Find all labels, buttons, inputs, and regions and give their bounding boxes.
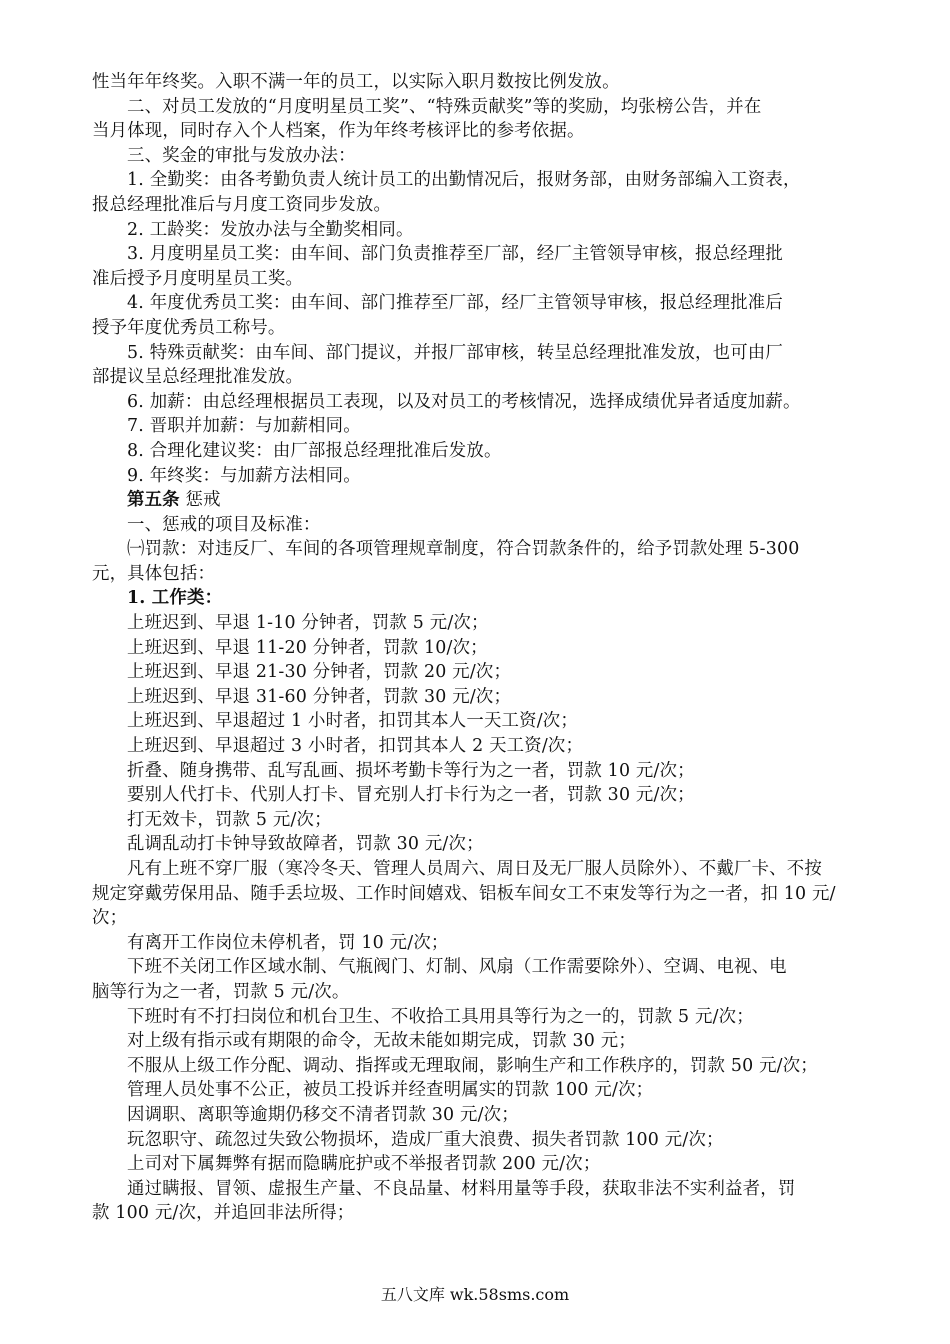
text-line: 二、对员工发放的“月度明星员工奖”、“特殊贡献奖”等的奖励，均张榜公告，并在 (127, 96, 762, 117)
text-line: ㈠罚款：对违反厂、车间的各项管理规章制度，符合罚款条件的，给予罚款处理 5-300 (127, 539, 800, 560)
text-line: 上班迟到、早退 21-30 分钟者，罚款 20 元/次； (127, 662, 512, 683)
text-line: 上班迟到、早退超过 3 小时者，扣罚其本人 2 天工资/次； (127, 736, 584, 757)
text-line: 上班迟到、早退超过 1 小时者，扣罚其本人一天工资/次； (127, 711, 578, 732)
text-line: 规定穿戴劳保用品、随手丢垃圾、工作时间嬉戏、铝板车间女工不束发等行为之一者，扣 10 元/ (92, 883, 836, 904)
text-line: 玩忽职守、疏忽过失致公物损坏，造成厂重大浪费、损失者罚款 100 元/次； (127, 1129, 724, 1150)
article-label: 第五条 (127, 490, 180, 511)
text-line: 上班迟到、早退 1-10 分钟者，罚款 5 元/次； (127, 613, 489, 634)
text-line: 款 100 元/次，并追回非法所得； (92, 1203, 355, 1224)
text-line: 上班迟到、早退 31-60 分钟者，罚款 30 元/次； (127, 686, 512, 707)
article-heading (92, 488, 862, 513)
text-line: 对上级有指示或有期限的命令，无故未能如期完成，罚款 30 元； (127, 1031, 636, 1052)
text-line: 5. 特殊贡献奖：由车间、部门提议，并报厂部审核，转呈总经理批准发放，也可由厂 (127, 342, 783, 363)
text-line: 4. 年度优秀员工奖：由车间、部门推荐至厂部，经厂主管领导审核，报总经理批准后 (127, 293, 783, 314)
text-line: 通过瞒报、冒领、虚报生产量、不良品量、材料用量等手段，获取非法不实利益者，罚 (127, 1178, 796, 1199)
text-line: 脑等行为之一者，罚款 5 元/次。 (92, 981, 350, 1002)
text-line: 下班时有不打扫岗位和机台卫生、不收拾工具用具等行为之一的，罚款 5 元/次； (127, 1006, 754, 1027)
text-line: 2. 工龄奖：发放办法与全勤奖相同。 (127, 219, 414, 240)
text-line: 折叠、随身携带、乱写乱画、损坏考勤卡等行为之一者，罚款 10 元/次； (127, 760, 695, 781)
text-line: 次； (92, 908, 128, 929)
text-line: 9. 年终奖：与加薪方法相同。 (127, 465, 361, 486)
text-line: 一、惩戒的项目及标准： (127, 514, 321, 535)
text-line: 乱调乱动打卡钟导致故障者，罚款 30 元/次； (127, 834, 484, 855)
text-line: 7. 晋职并加薪：与加薪相同。 (127, 416, 361, 437)
text-line: 准后授予月度明星员工奖。 (92, 268, 304, 289)
text-line: 授予年度优秀员工称号。 (92, 317, 286, 338)
text-line: 因调职、离职等逾期仍移交不清者罚款 30 元/次； (127, 1104, 519, 1125)
text-line: 元，具体包括： (92, 563, 216, 584)
text-line: 1. 全勤奖：由各考勤负责人统计员工的出勤情况后，报财务部，由财务部编入工资表， (127, 170, 801, 191)
text-line: 性当年年终奖。入职不满一年的员工，以实际入职月数按比例发放。 (92, 72, 620, 92)
text-line: 三、奖金的审批与发放办法： (127, 145, 356, 166)
text-line: 上班迟到、早退 11-20 分钟者，罚款 10/次； (127, 637, 488, 658)
text-line: 8. 合理化建议奖：由厂部报总经理批准后发放。 (127, 440, 502, 461)
text-line: 有离开工作岗位未停机者，罚 10 元/次； (127, 932, 449, 953)
text-line: 3. 月度明星员工奖：由车间、部门负责推荐至厂部，经厂主管领导审核，报总经理批 (127, 244, 783, 265)
text-line: 部提议呈总经理批准发放。 (92, 367, 304, 388)
text-line: 当月体现，同时存入个人档案，作为年终考核评比的参考依据。 (92, 121, 585, 142)
document-body (92, 70, 862, 1226)
text-line: 上司对下属舞弊有据而隐瞒庇护或不举报者罚款 200 元/次； (127, 1154, 601, 1175)
text-line: 1. 工作类： (127, 588, 223, 609)
article-title: 惩戒 (185, 490, 221, 511)
text-line: 管理人员处事不公正，被员工投诉并经查明属实的罚款 100 元/次； (127, 1080, 654, 1101)
text-line: 要别人代打卡、代别人打卡、冒充别人打卡行为之一者，罚款 30 元/次； (127, 785, 695, 806)
footer-watermark: 五八文库 wk.58sms.com (380, 1285, 570, 1304)
text-line: 6. 加薪：由总经理根据员工表现，以及对员工的考核情况，选择成绩优异者适度加薪。 (127, 391, 801, 412)
text-line: 打无效卡，罚款 5 元/次； (127, 809, 332, 830)
text-line: 报总经理批准后与月度工资同步发放。 (92, 194, 392, 215)
text-line: 凡有上班不穿厂服（寒冷冬天、管理人员周六、周日及无厂服人员除外）、不戴厂卡、不按 (127, 859, 822, 879)
text-line: 不服从上级工作分配、调动、指挥或无理取闹，影响生产和工作秩序的，罚款 50 元/次； (127, 1055, 818, 1076)
text-line: 下班不关闭工作区域水制、气瓶阀门、灯制、风扇（工作需要除外）、空调、电视、电 (127, 957, 787, 978)
